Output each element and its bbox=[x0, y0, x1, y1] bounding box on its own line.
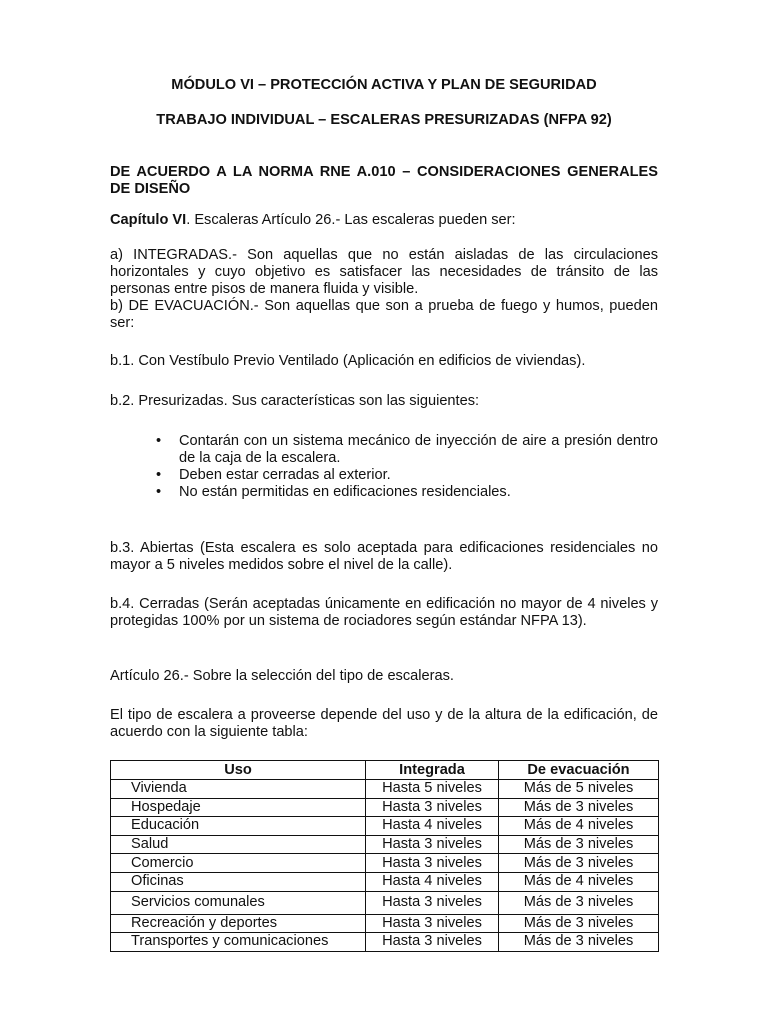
cell-uso: Salud bbox=[111, 835, 366, 854]
column-header-uso: Uso bbox=[111, 761, 366, 780]
cell-evacuacion: Más de 3 niveles bbox=[499, 914, 659, 933]
cell-uso: Educación bbox=[111, 817, 366, 836]
cell-evacuacion: Más de 3 niveles bbox=[499, 798, 659, 817]
paragraph-b1: b.1. Con Vestíbulo Previo Ventilado (Aplicación en edificios de viviendas). bbox=[110, 353, 586, 369]
table-row bbox=[111, 780, 659, 799]
cell-evacuacion: Más de 3 niveles bbox=[499, 933, 659, 952]
escaleras-table bbox=[110, 760, 659, 952]
table-header-row bbox=[111, 761, 659, 780]
cell-evacuacion: Más de 3 niveles bbox=[499, 835, 659, 854]
paragraph-evacuacion: b) DE EVACUACIÓN.- Son aquellas que son a prueba de fuego y humos, pueden ser: bbox=[110, 298, 658, 331]
paragraph-integradas: a) INTEGRADAS.- Son aquellas que no están aisladas de las circulaciones horizontales y cuyo objetivo es satisfacer las necesidades de tránsito de las personas entre pisos de manera fluida y visible. bbox=[110, 247, 658, 297]
paragraph-b2: b.2. Presurizadas. Sus características son las siguientes: bbox=[110, 393, 480, 409]
cell-uso: Oficinas bbox=[111, 872, 366, 891]
cell-evacuacion: Más de 4 niveles bbox=[499, 872, 659, 891]
cell-integrada: Hasta 3 niveles bbox=[366, 914, 499, 933]
cell-evacuacion: Más de 3 niveles bbox=[499, 891, 659, 914]
cell-uso: Transportes y comunicaciones bbox=[111, 933, 366, 952]
chapter-label: Capítulo VI bbox=[110, 212, 187, 228]
cell-integrada: Hasta 3 niveles bbox=[366, 835, 499, 854]
cell-evacuacion: Más de 3 niveles bbox=[499, 854, 659, 873]
table-row bbox=[111, 933, 659, 952]
cell-integrada: Hasta 5 niveles bbox=[366, 780, 499, 799]
table-row bbox=[111, 914, 659, 933]
paragraph-b3: b.3. Abiertas (Esta escalera es solo aceptada para edificaciones residenciales no mayor a 5 niveles medidos sobre el nivel de la calle). bbox=[110, 540, 658, 573]
cell-uso: Recreación y deportes bbox=[111, 914, 366, 933]
list-item: • Deben estar cerradas al exterior. bbox=[110, 467, 658, 484]
paragraph-table-intro: El tipo de escalera a proveerse depende del uso y de la altura de la edificación, de acuerdo con la siguiente tabla: bbox=[110, 707, 658, 740]
cell-evacuacion: Más de 4 niveles bbox=[499, 817, 659, 836]
b2-bullet-list bbox=[110, 433, 658, 501]
table-row bbox=[111, 872, 659, 891]
table-row bbox=[111, 891, 659, 914]
table-row bbox=[111, 817, 659, 836]
paragraph-articulo-26: Artículo 26.- Sobre la selección del tipo de escaleras. bbox=[110, 668, 454, 684]
section-heading: DE ACUERDO A LA NORMA RNE A.010 – CONSIDERACIONES GENERALES DE DISEÑO bbox=[110, 164, 658, 197]
cell-integrada: Hasta 4 niveles bbox=[366, 872, 499, 891]
chapter-text: . Escaleras Artículo 26.- Las escaleras pueden ser: bbox=[186, 212, 516, 228]
cell-evacuacion: Más de 5 niveles bbox=[499, 780, 659, 799]
cell-integrada: Hasta 4 niveles bbox=[366, 817, 499, 836]
cell-uso: Servicios comunales bbox=[111, 891, 366, 914]
cell-integrada: Hasta 3 niveles bbox=[366, 891, 499, 914]
column-header-evacuacion: De evacuación bbox=[499, 761, 659, 780]
column-header-integrada: Integrada bbox=[366, 761, 499, 780]
cell-uso: Vivienda bbox=[111, 780, 366, 799]
assignment-title: TRABAJO INDIVIDUAL – ESCALERAS PRESURIZADAS (NFPA 92) bbox=[156, 112, 612, 128]
module-title: MÓDULO VI – PROTECCIÓN ACTIVA Y PLAN DE SEGURIDAD bbox=[171, 77, 597, 93]
cell-uso: Comercio bbox=[111, 854, 366, 873]
table-row bbox=[111, 854, 659, 873]
list-item: • No están permitidas en edificaciones residenciales. bbox=[110, 484, 658, 501]
cell-uso: Hospedaje bbox=[111, 798, 366, 817]
cell-integrada: Hasta 3 niveles bbox=[366, 933, 499, 952]
table-row bbox=[111, 835, 659, 854]
cell-integrada: Hasta 3 niveles bbox=[366, 798, 499, 817]
chapter-line bbox=[110, 212, 658, 229]
cell-integrada: Hasta 3 niveles bbox=[366, 854, 499, 873]
paragraph-b4: b.4. Cerradas (Serán aceptadas únicamente en edificación no mayor de 4 niveles y protegidas 100% por un sistema de rociadores según estándar NFPA 13). bbox=[110, 596, 658, 629]
list-item: • Contarán con un sistema mecánico de inyección de aire a presión dentro de la caja de la escalera. bbox=[110, 433, 658, 467]
table-row bbox=[111, 798, 659, 817]
